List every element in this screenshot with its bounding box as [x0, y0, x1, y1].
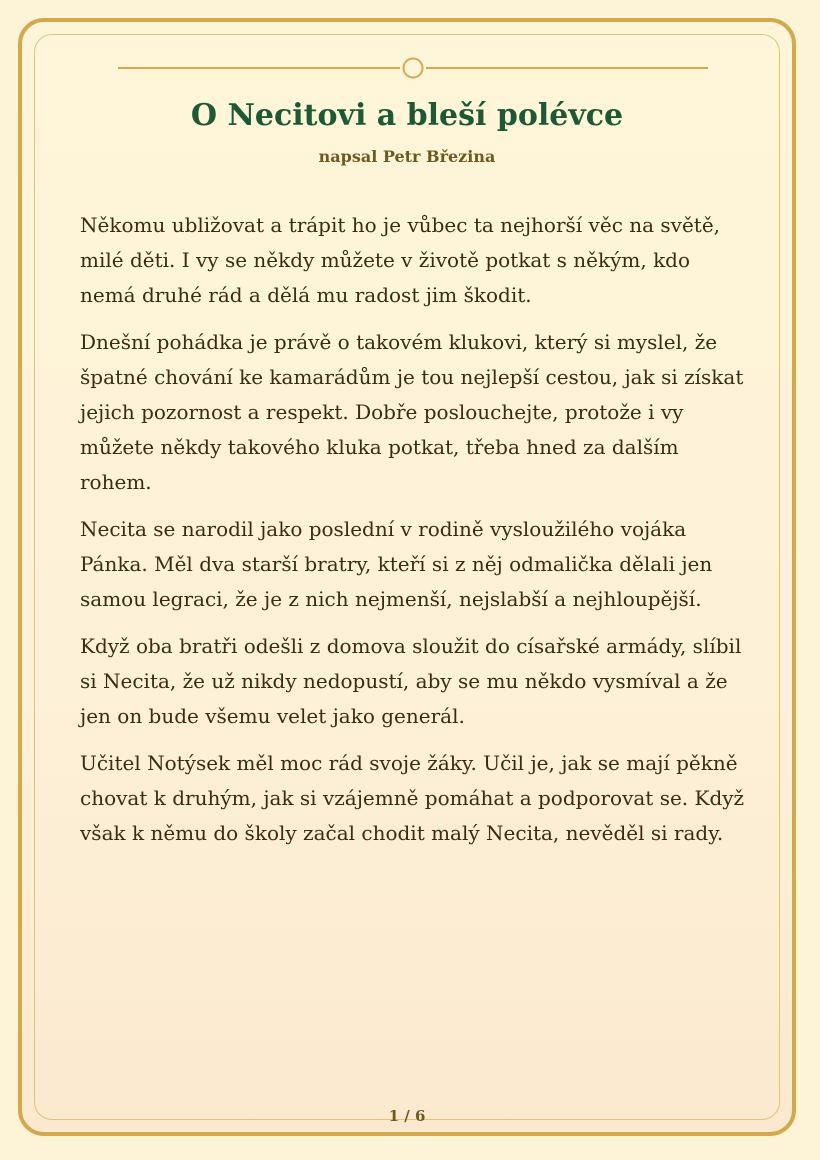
story-paragraph: Učitel Notýsek měl moc rád svoje žáky. Učil je, jak se mají pěkně chovat k druhým, jak si vzájemně pomáhat a podporovat se. Když však k němu do školy začal chodit malý Necita, nevěděl si rady. [80, 751, 745, 845]
ornament-divider-icon [118, 56, 708, 80]
story-paragraph: Dnešní pohádka je právě o takovém klukovi, který si myslel, že špatné chování ke kamarádům je tou nejlepší cestou, jak si získat jejich pozornost a respekt. Dobře poslouchejte, protože i vy můžete někdy takového kluka potkat, třeba hned za dalším rohem. [80, 330, 744, 494]
story-paragraph: Necita se narodil jako poslední v rodině vysloužilého vojáka Pánka. Měl dva starší bratry, kteří si z něj odmalička dělali jen samou legraci, že je z nich nejmenší, nejslabší a nejhloupější. [80, 517, 713, 611]
story-text [80, 208, 750, 863]
story-title: O Necitovi a bleší polévce [190, 98, 624, 133]
story-paragraph: Někomu ubližovat a trápit ho je vůbec ta nejhorší věc na světě, milé děti. I vy se někdy můžete v životě potkat s někým, kdo nemá druhé rád a dělá mu radost jim škodit. [80, 213, 721, 307]
story-paragraph: Když oba bratři odešli z domova sloužit do císařské armády, slíbil si Necita, že už nikdy nedopustí, aby se mu někdo vysmíval a že jen on bude všemu velet jako generál. [80, 634, 742, 728]
story-page [18, 18, 796, 1136]
story-author: napsal Petr Březina [318, 147, 496, 166]
page-number: 1 / 6 [388, 1107, 426, 1125]
